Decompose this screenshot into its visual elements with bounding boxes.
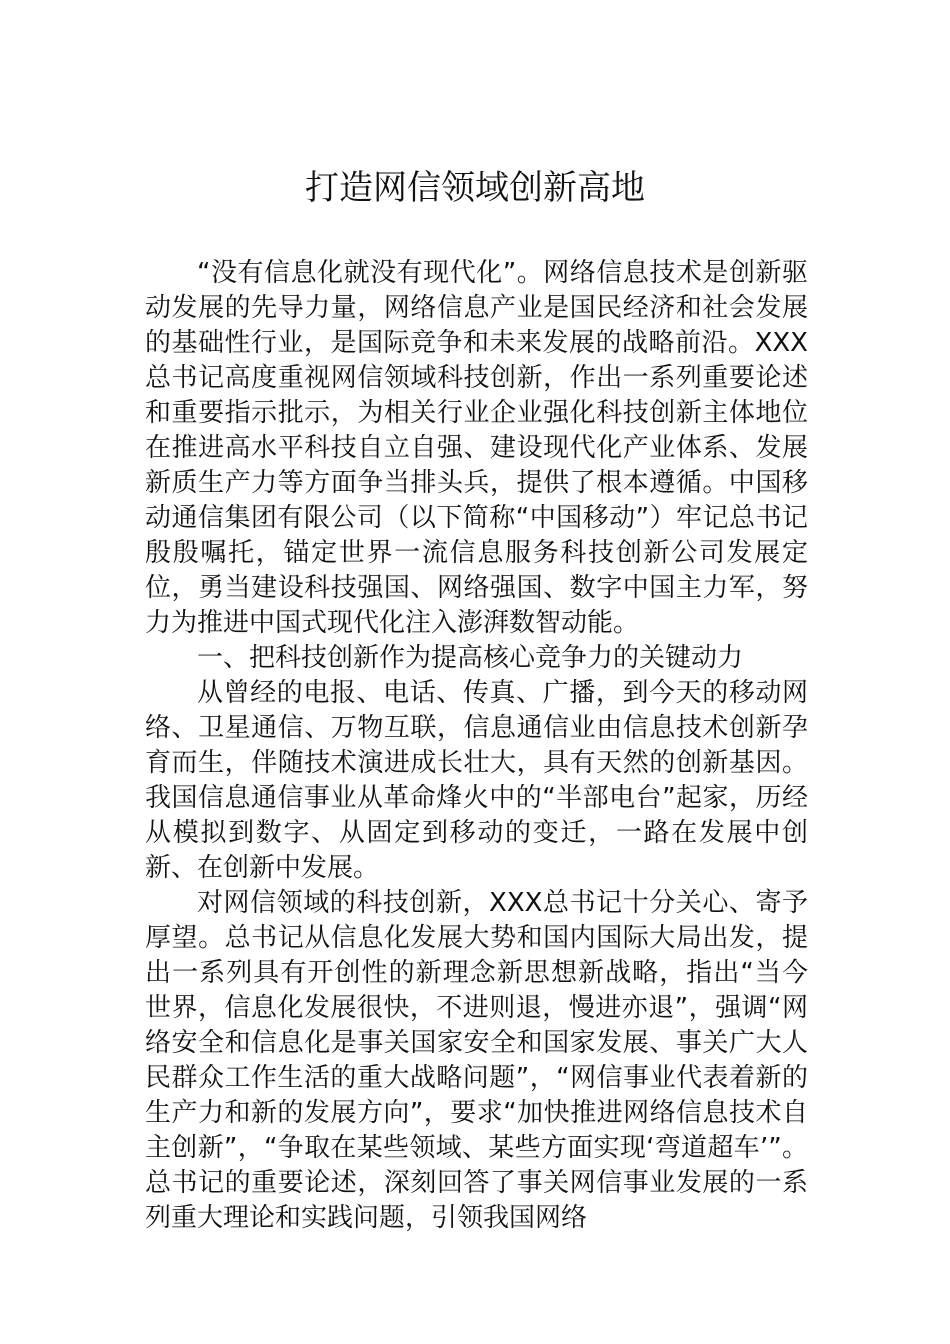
document-body: [145, 256, 808, 1236]
section-heading-1: 一、把科技创新作为提高核心竞争力的关键动力: [197, 643, 744, 673]
document-title: 打造网信领域创新高地: [305, 168, 645, 208]
paragraph-leadership: 对网信领域的科技创新，XXX总书记十分关心、寄予厚望。总书记从信息化发展大势和国内国际大局出发，提出一系列具有开创性的新理念新思想新战略，指出“当今世界，信息化发展很快，不进则退，慢进亦退”，强调“网络安全和信息化是事关国家安全和国家发展、事关广大人民群众工作生活的重大战略问题”，“网信事业代表着新的生产力和新的发展方向”，要求“加快推进网络信息技术自主创新”，“争取在某些领域、某些方面实现‘弯道超车’”。总书记的重要论述，深刻回答了事关网信事业发展的一系列重大理论和实践问题，引领我国网络: [145, 888, 808, 1233]
paragraph-intro: “没有信息化就没有现代化”。网络信息技术是创新驱动发展的先导力量，网络信息产业是国民经济和社会发展的基础性行业，是国际竞争和未来发展的战略前沿。XXX总书记高度重视网信领域科技创新，作出一系列重要论述和重要指示批示，为相关行业企业强化科技创新主体地位在推进高水平科技自立自强、建设现代化产业体系、发展新质生产力等方面争当排头兵，提供了根本遵循。中国移动通信集团有限公司（以下简称“中国移动”）牢记总书记殷殷嘱托，锚定世界一流信息服务科技创新公司发展定位，勇当建设科技强国、网络强国、数字中国主力军，努力为推进中国式现代化注入澎湃数智动能。: [145, 258, 808, 638]
paragraph-history: 从曾经的电报、电话、传真、广播，到今天的移动网络、卫星通信、万物互联，信息通信业由信息技术创新孕育而生，伴随技术演进成长壮大，具有天然的创新基因。我国信息通信事业从革命烽火中的“半部电台”起家，历经从模拟到数字、从固定到移动的变迁，一路在发展中创新、在创新中发展。: [145, 678, 808, 883]
